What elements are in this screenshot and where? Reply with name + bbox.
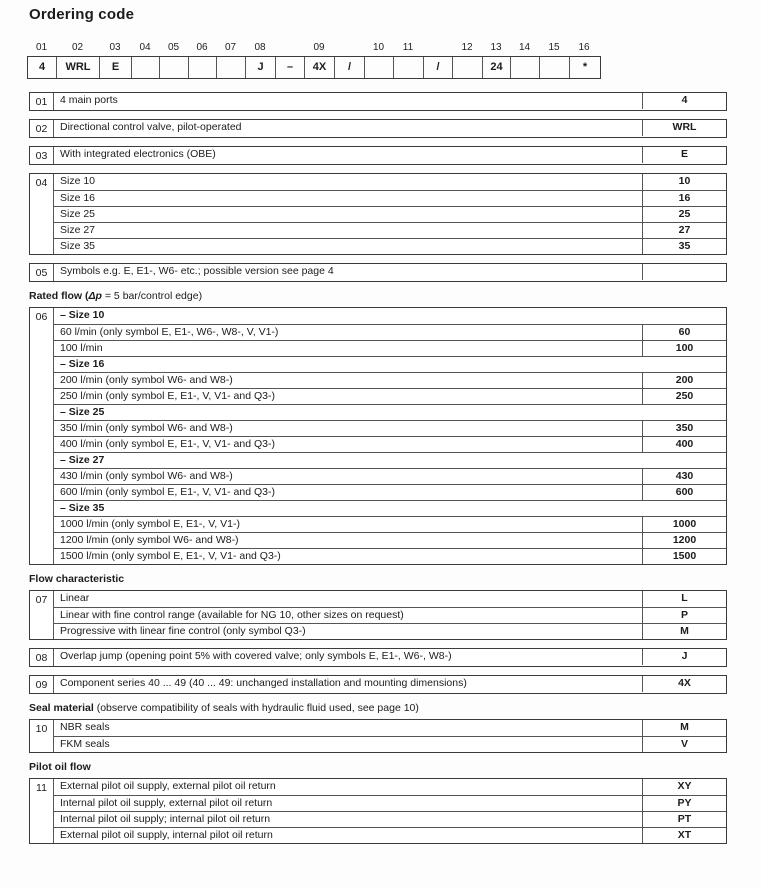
option-code: L — [681, 592, 688, 604]
code-position-label: 05 — [167, 42, 180, 53]
option-code: 600 — [675, 486, 694, 498]
option-code: XT — [677, 829, 692, 841]
code-position-label: 11 — [402, 42, 414, 53]
option-text: Directional control valve, pilot-operated — [54, 120, 643, 136]
code-position-label: 16 — [578, 42, 590, 53]
option-code: E — [680, 148, 688, 160]
ordering-code-tables — [29, 92, 727, 844]
size-subheader-row — [54, 356, 726, 372]
option-row — [54, 623, 726, 639]
code-position-label: 12 — [461, 42, 473, 53]
option-code: XY — [677, 780, 692, 792]
code-box — [189, 57, 217, 78]
code-position-label: 07 — [224, 42, 237, 53]
option-code: 250 — [675, 390, 694, 402]
ordering-row-group-07 — [29, 590, 727, 640]
option-text: NBR seals — [54, 720, 643, 736]
option-code: J — [681, 650, 688, 662]
code-position-label: 14 — [518, 42, 531, 53]
option-code: 4 — [681, 94, 688, 106]
option-code — [643, 264, 726, 280]
section-heading-bold: Seal material — [29, 702, 94, 714]
option-row — [54, 264, 726, 280]
row-number: 09 — [30, 676, 54, 693]
option-text: Progressive with linear fine control (only symbol Q3-) — [54, 624, 643, 639]
option-row — [54, 484, 726, 500]
option-row — [54, 120, 726, 136]
code-box: 4 — [28, 57, 57, 78]
section-heading-normal: = 5 bar/control edge) — [101, 290, 203, 302]
option-row — [54, 238, 726, 254]
option-text: 400 l/min (only symbol E, E1-, V, V1- and Q3-) — [54, 437, 643, 452]
size-subheader-row — [54, 308, 726, 324]
option-row — [54, 720, 726, 736]
option-text: 1200 l/min (only symbol W6- and W8-) — [54, 533, 643, 548]
ordering-row-group-03 — [29, 146, 727, 165]
option-row — [54, 420, 726, 436]
section-heading-seal-material — [29, 702, 727, 715]
row-number: 03 — [30, 147, 54, 164]
option-code: 100 — [675, 342, 694, 354]
option-text: External pilot oil supply, internal pilot oil return — [54, 828, 643, 843]
option-row — [54, 736, 726, 752]
row-number: 08 — [30, 649, 54, 666]
section-heading-bold: Rated flow ( — [29, 290, 89, 302]
section-heading-bold: Flow characteristic — [29, 573, 125, 585]
option-row — [54, 811, 726, 827]
code-position-label: 13 — [490, 42, 502, 53]
option-code: M — [680, 721, 689, 733]
ordering-row-group-04 — [29, 173, 727, 255]
section-heading-pilot-oil-flow — [29, 761, 727, 774]
row-number: 01 — [30, 93, 54, 110]
option-text: Linear with fine control range (available for NG 10, other sizes on request) — [54, 608, 643, 623]
option-text: Symbols e.g. E, E1-, W6- etc.; possible version see page 4 — [54, 264, 643, 280]
option-code: 400 — [675, 438, 694, 450]
size-subheader: – Size 27 — [60, 454, 105, 466]
option-text: Overlap jump (opening point 5% with covered valve; only symbols E, E1-, W6-, W8-) — [54, 649, 643, 665]
option-text: 100 l/min — [54, 341, 643, 356]
code-box — [132, 57, 160, 78]
code-box: E — [100, 57, 132, 78]
option-text: Internal pilot oil supply, external pilot oil return — [54, 796, 643, 811]
section-heading-normal: (observe compatibility of seals with hydraulic fluid used, see page 10) — [93, 702, 419, 714]
section-heading-rated-flow — [29, 290, 727, 303]
code-separator-slash: / — [424, 57, 453, 78]
option-row — [54, 324, 726, 340]
option-code: 1200 — [672, 534, 697, 546]
size-subheader-row — [54, 452, 726, 468]
option-code: PY — [677, 797, 692, 809]
option-code: 200 — [675, 374, 694, 386]
option-code: P — [680, 609, 688, 621]
code-position-label — [423, 42, 452, 56]
code-position-label: 04 — [139, 42, 151, 53]
ordering-row-group-02 — [29, 119, 727, 138]
code-box: 24 — [483, 57, 511, 78]
option-code: 430 — [675, 470, 694, 482]
option-row — [54, 516, 726, 532]
ordering-row-group-06 — [29, 307, 727, 565]
option-text: 4 main ports — [54, 93, 643, 109]
option-row — [54, 649, 726, 665]
row-number: 07 — [30, 591, 54, 639]
row-number: 06 — [30, 308, 54, 564]
option-text: FKM seals — [54, 737, 643, 752]
ordering-row-group-09 — [29, 675, 727, 694]
option-code: 4X — [678, 677, 691, 689]
option-code: 27 — [678, 224, 691, 236]
option-row — [54, 222, 726, 238]
row-number: 05 — [30, 264, 54, 281]
ordering-row-group-05 — [29, 263, 727, 282]
code-position-label: 10 — [372, 42, 385, 53]
option-row — [54, 372, 726, 388]
option-text: Size 10 — [54, 174, 643, 190]
ordering-row-group-11 — [29, 778, 727, 844]
option-text: Size 27 — [54, 223, 643, 238]
option-row — [54, 532, 726, 548]
code-separator-slash: / — [335, 57, 365, 78]
option-text: Size 35 — [54, 239, 643, 254]
code-position-label: 09 — [313, 42, 325, 53]
option-text: 430 l/min (only symbol W6- and W8-) — [54, 469, 643, 484]
size-subheader: – Size 35 — [60, 502, 105, 514]
option-code: 10 — [678, 175, 691, 187]
section-heading-bold: Pilot oil flow — [29, 761, 91, 773]
row-number: 04 — [30, 174, 54, 254]
option-row — [54, 827, 726, 843]
code-box: J — [246, 57, 276, 78]
option-text: With integrated electronics (OBE) — [54, 147, 643, 163]
code-box — [511, 57, 540, 78]
row-number: 11 — [30, 779, 54, 843]
option-row — [54, 779, 726, 795]
option-row — [54, 174, 726, 190]
code-position-label: 01 — [35, 42, 48, 53]
row-number: 02 — [30, 120, 54, 137]
option-text: 250 l/min (only symbol E, E1-, V, V1- and Q3-) — [54, 389, 643, 404]
code-position-label: 02 — [71, 42, 84, 53]
option-row — [54, 795, 726, 811]
option-code: 16 — [678, 192, 691, 204]
option-row — [54, 607, 726, 623]
code-boxes — [27, 56, 601, 79]
option-text: Size 16 — [54, 191, 643, 206]
ordering-code-bar — [27, 42, 602, 79]
option-row — [54, 206, 726, 222]
size-subheader-row — [54, 500, 726, 516]
option-text: Linear — [54, 591, 643, 607]
option-row — [54, 548, 726, 564]
option-row — [54, 388, 726, 404]
option-code: 25 — [678, 208, 691, 220]
option-row — [54, 468, 726, 484]
code-box — [160, 57, 189, 78]
option-code: 60 — [678, 326, 691, 338]
option-text: 350 l/min (only symbol W6- and W8-) — [54, 421, 643, 436]
option-code: WRL — [672, 121, 697, 133]
code-box — [217, 57, 246, 78]
page-title: Ordering code — [29, 6, 135, 23]
option-text: 600 l/min (only symbol E, E1-, V, V1- and Q3-) — [54, 485, 643, 500]
option-code: 1000 — [672, 518, 697, 530]
option-text: Size 25 — [54, 207, 643, 222]
option-text: 60 l/min (only symbol E, E1-, W6-, W8-, V, V1-) — [54, 325, 643, 340]
code-position-label — [334, 42, 364, 56]
code-position-label: 08 — [254, 42, 266, 53]
option-code: V — [680, 738, 688, 750]
code-separator-dash: – — [276, 57, 305, 78]
size-subheader: – Size 25 — [60, 406, 105, 418]
ordering-row-group-01 — [29, 92, 727, 111]
option-code: PT — [677, 813, 692, 825]
ordering-row-group-08 — [29, 648, 727, 667]
code-position-label: 15 — [548, 42, 560, 53]
size-subheader-row — [54, 404, 726, 420]
row-number: 10 — [30, 720, 54, 752]
option-row — [54, 436, 726, 452]
option-row — [54, 147, 726, 163]
option-text: 1000 l/min (only symbol E, E1-, V, V1-) — [54, 517, 643, 532]
size-subheader: – Size 16 — [60, 358, 105, 370]
option-text: External pilot oil supply, external pilot oil return — [54, 779, 643, 795]
code-position-label: 03 — [109, 42, 121, 53]
option-row — [54, 190, 726, 206]
option-row — [54, 93, 726, 109]
section-heading-symbol: Δp — [88, 290, 102, 302]
code-box — [540, 57, 570, 78]
code-position-labels — [27, 42, 602, 56]
option-text: Component series 40 ... 49 (40 ... 49: unchanged installation and mounting dimensions) — [54, 676, 643, 692]
code-box — [365, 57, 394, 78]
option-code: 350 — [675, 422, 694, 434]
ordering-row-group-10 — [29, 719, 727, 753]
code-box: 4X — [305, 57, 335, 78]
option-text: 1500 l/min (only symbol E, E1-, V, V1- and Q3-) — [54, 549, 643, 564]
code-box — [453, 57, 483, 78]
code-box: WRL — [57, 57, 100, 78]
code-box: * — [582, 61, 588, 73]
option-row — [54, 340, 726, 356]
option-code: M — [680, 625, 689, 637]
option-text: Internal pilot oil supply; internal pilot oil return — [54, 812, 643, 827]
option-text: 200 l/min (only symbol W6- and W8-) — [54, 373, 643, 388]
section-heading-flow-characteristic — [29, 573, 727, 586]
code-position-label: 06 — [196, 42, 208, 53]
option-row — [54, 591, 726, 607]
code-box — [394, 57, 424, 78]
option-row — [54, 676, 726, 692]
option-code: 35 — [678, 240, 691, 252]
size-subheader: – Size 10 — [60, 309, 105, 321]
option-code: 1500 — [672, 550, 697, 562]
code-position-label — [275, 42, 304, 56]
